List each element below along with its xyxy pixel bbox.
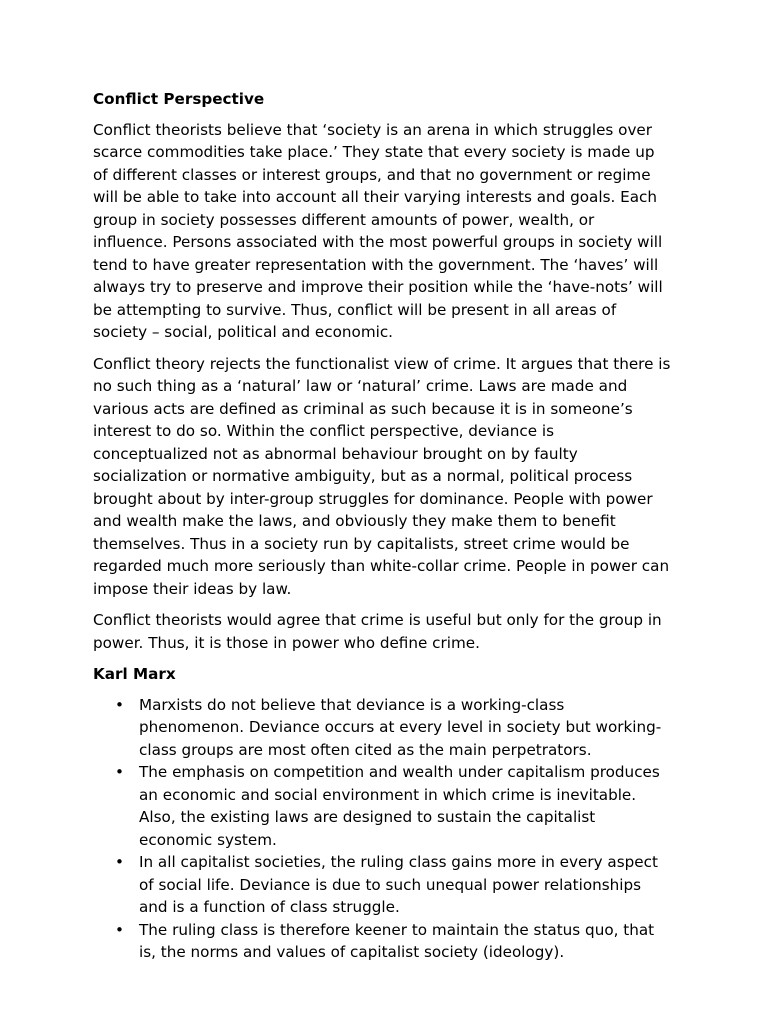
bullet-item — [93, 694, 673, 762]
bullet-text: The ruling class is therefore keener to maintain the status quo, that is, the norms and values of capitalist society (ideology). — [139, 920, 655, 961]
paragraph-conflict-theory-crime: Conflict theory rejects the functionalist view of crime. It argues that there is no such thing as a ‘natural’ law or ‘natural’ crime. Laws are made and various acts are defined as criminal as such because it is in someone’s interest to do so. Within the conflict perspective, deviance is conceptualized not as abnormal behaviour brought on by faulty socialization or normative ambiguity, but as a normal, political process brought about by inter-group struggles for dominance. People with power and wealth make the laws, and obviously they make them to benefit themselves. Thus in a society run by capitalists, street crime would be regarded much more seriously than white-collar crime. People in power can impose their ideas by law. — [93, 354, 671, 598]
bullet-icon: • — [115, 695, 124, 714]
document-page — [93, 88, 673, 964]
section-heading-karl-marx: Karl Marx — [93, 665, 176, 683]
paragraph-conflict-theorists: Conflict theorists believe that ‘society is an arena in which struggles over scarce commodities take place.’ They state that every society is made up of different classes or interest groups, and that no government or regime will be able to take into account all their varying interests and goals. Each group in society possesses different amounts of power, wealth, or influence. Persons associated with the most powerful groups in society will tend to have greater representation with the government. The ‘haves’ will always try to preserve and improve their position while the ‘have-nots’ will be attempting to survive. Thus, conflict will be present in all areas of society – social, political and economic. — [93, 120, 663, 341]
bullet-icon: • — [115, 920, 124, 939]
bullet-icon: • — [115, 763, 124, 781]
bullet-list-karl-marx — [93, 694, 673, 964]
bullet-icon: • — [115, 853, 124, 871]
section-heading-conflict-perspective: Conflict Perspective — [93, 90, 265, 108]
bullet-text: The emphasis on competition and wealth under capitalism produces an economic and social environment in which crime is inevitable. Also, the existing laws are designed to sustain the capitalist economic system. — [139, 763, 660, 849]
bullet-item — [93, 851, 673, 919]
bullet-item — [93, 919, 673, 964]
paragraph-crime-useful: Conflict theorists would agree that crime is useful but only for the group in power. Thus, it is those in power who define crime. — [93, 611, 662, 652]
bullet-item — [93, 761, 673, 851]
bullet-text: Marxists do not believe that deviance is a working-class phenomenon. Deviance occurs at every level in society but working-class groups are most often cited as the main perpetrators. — [139, 695, 662, 759]
bullet-text: In all capitalist societies, the ruling class gains more in every aspect of social life. Deviance is due to such unequal power relationships and is a function of class struggle. — [139, 853, 658, 916]
